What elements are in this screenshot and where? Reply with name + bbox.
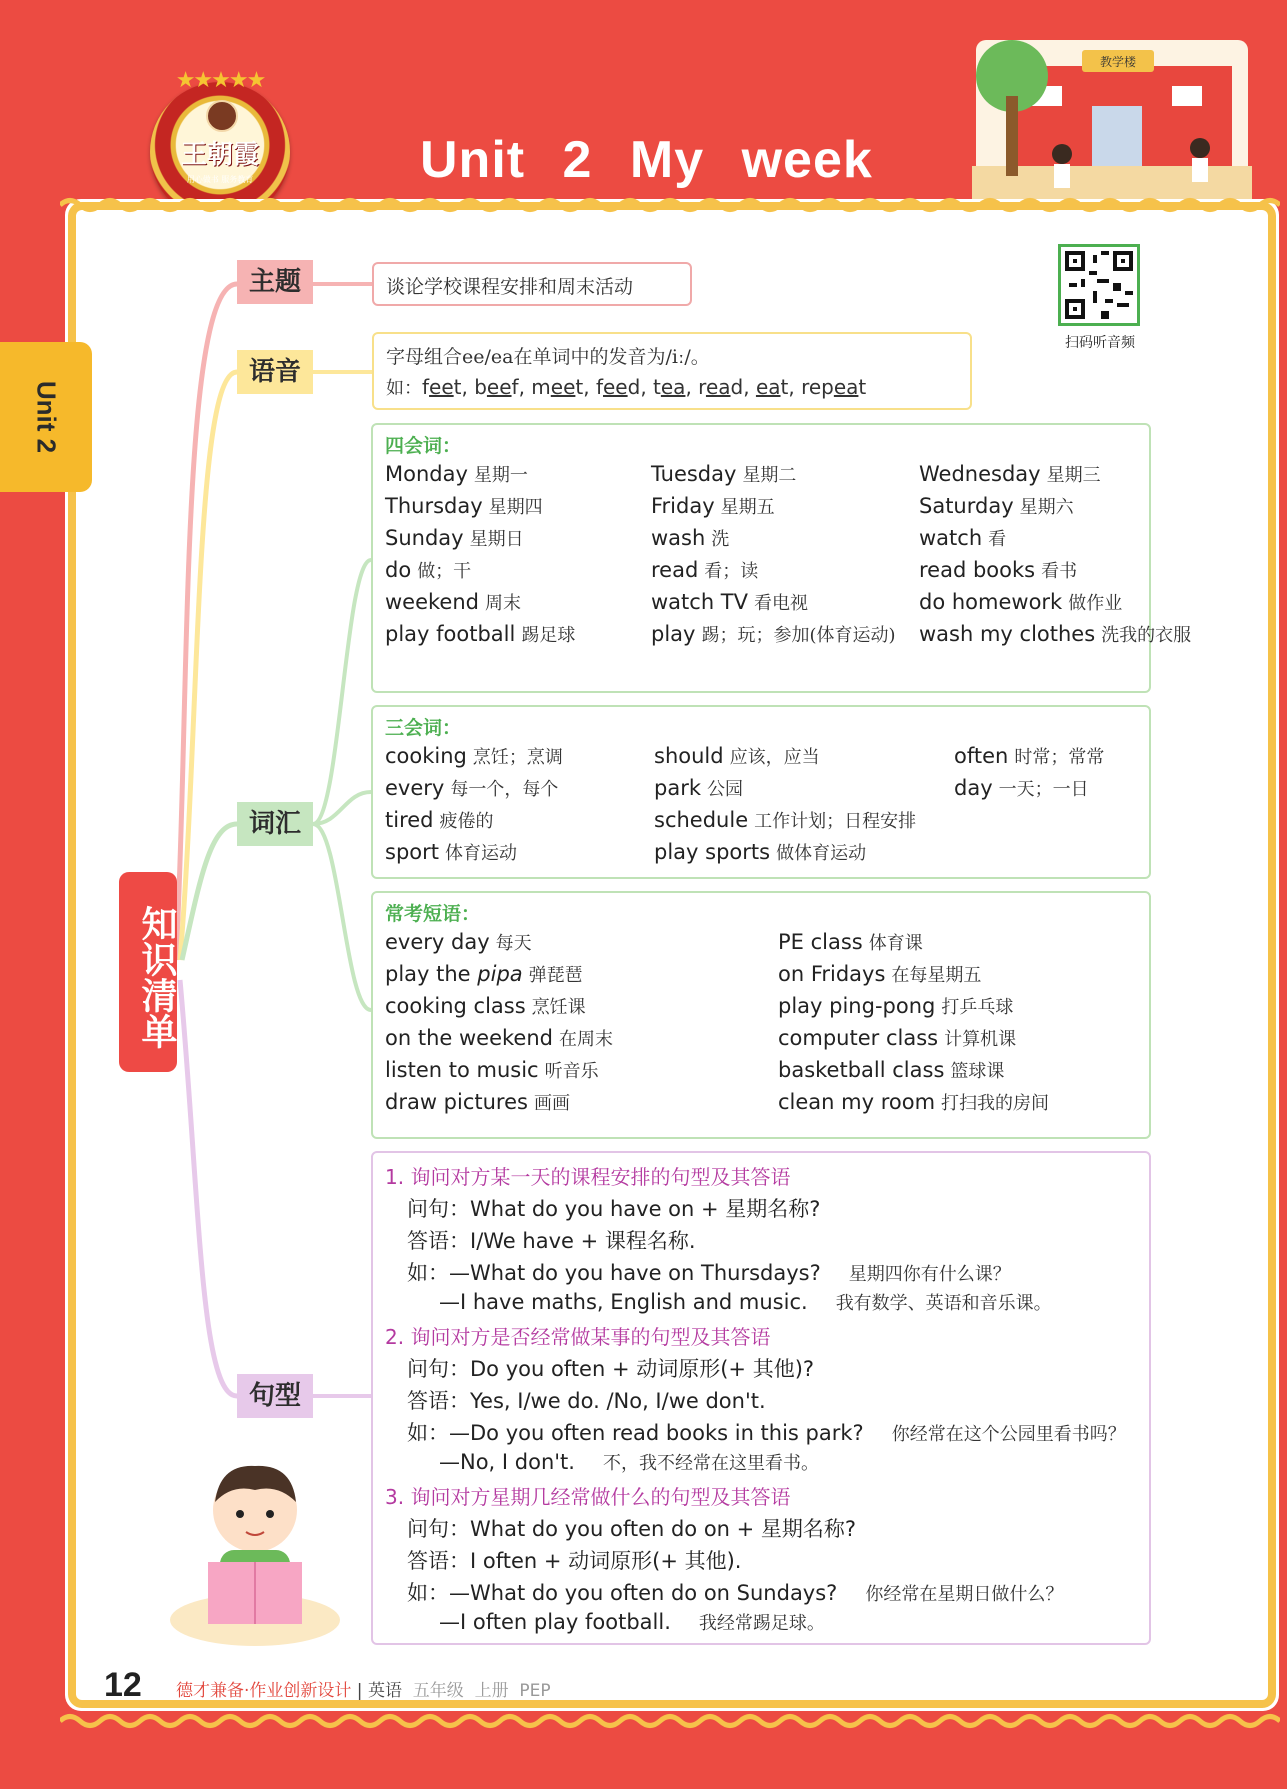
vocab-entry	[385, 525, 524, 551]
vocab-chinese: 在每星期五	[891, 965, 982, 986]
vocab-entry	[385, 557, 471, 583]
vocab-english: computer class	[778, 1026, 939, 1050]
sentence-example-answer	[439, 1609, 825, 1635]
vocab-entry	[385, 1025, 613, 1051]
phrases-box	[371, 891, 1151, 1139]
vocab-english: Friday	[651, 494, 715, 518]
vocab-entry	[651, 621, 896, 647]
phonics-word: read	[698, 375, 744, 399]
sentence-example-answer-chinese: 我经常踢足球。	[698, 1613, 825, 1634]
sentence-example-answer	[439, 1289, 1052, 1315]
sentence-example-answer-english: —No, I don't.	[439, 1450, 575, 1474]
sentence-question: 问句：What do you often do on + 星期名称?	[407, 1517, 857, 1541]
vocab-entry	[651, 461, 796, 487]
phonics-example-prefix: 如：	[386, 378, 422, 399]
vocab-english: watch	[919, 526, 983, 550]
vocab-chinese: 星期三	[1046, 465, 1101, 486]
vocab-chinese: 踢足球	[521, 625, 576, 646]
vocab-entry	[919, 557, 1077, 583]
qr-label: 扫码听音频	[1065, 335, 1135, 351]
vocab-chinese: 做；干	[417, 561, 472, 582]
vocab-entry	[654, 743, 820, 769]
vocab-chinese: 星期四	[488, 497, 543, 518]
vocab-english: listen to music	[385, 1058, 539, 1082]
vocab-english: should	[654, 744, 724, 768]
vocab-english: often	[954, 744, 1009, 768]
vocab-english: draw pictures	[385, 1090, 528, 1114]
vocab-entry	[385, 775, 558, 801]
sentence-example-answer-chinese: 我有数学、英语和音乐课。	[835, 1293, 1052, 1314]
phonics-word-list: feet, beef, meet, feed, tea, read, eat, repeat	[422, 375, 867, 399]
vocab-entry	[654, 775, 743, 801]
sentence-answer: 答语：I often + 动词原形(+ 其他).	[407, 1549, 742, 1573]
sentence-question: 问句：Do you often + 动词原形(+ 其他)?	[407, 1357, 815, 1381]
vocab-english: on Fridays	[778, 962, 886, 986]
vocab-english: Monday	[385, 462, 468, 486]
qr-pattern-icon	[1061, 247, 1137, 323]
vocab-chinese: 烹饪；烹调	[472, 747, 563, 768]
vocab-entry	[778, 929, 923, 955]
vocab-chinese: 每天	[495, 933, 532, 954]
vocab-entry	[385, 1089, 570, 1115]
vocab-entry	[651, 557, 758, 583]
four-skill-heading: 四会词：	[385, 435, 462, 457]
vocab-chinese: 星期日	[469, 529, 524, 550]
sentence-example-question-english: 如：—What do you often do on Sundays?	[407, 1581, 838, 1605]
vocab-entry	[778, 993, 1013, 1019]
vocab-english: every	[385, 776, 445, 800]
vocab-entry	[385, 839, 517, 865]
vocab-english: clean my room	[778, 1090, 936, 1114]
logo-slogan: 用心做书 服务教育	[186, 175, 254, 184]
sentence-example-question	[407, 1257, 1011, 1287]
vocab-chinese: 体育运动	[445, 843, 517, 864]
vocab-chinese: 一天；一日	[998, 779, 1089, 800]
phonics-word: meet	[531, 375, 584, 399]
sentence-example-answer-chinese: 不，我不经常在这里看书。	[602, 1453, 819, 1474]
branch-sentences: 句型	[237, 1374, 313, 1418]
phrases-heading: 常考短语：	[385, 903, 481, 925]
phonics-box	[372, 332, 972, 410]
vocab-english: day	[954, 776, 993, 800]
vocab-english: every day	[385, 930, 490, 954]
vocab-entry	[778, 961, 981, 987]
vocab-entry	[385, 961, 583, 987]
vocab-entry	[954, 743, 1104, 769]
vocab-entry	[919, 589, 1122, 615]
sentence-pattern-title: 2. 询问对方是否经常做某事的句型及其答语	[385, 1325, 771, 1349]
sentence-example-answer-english: —I have maths, English and music.	[439, 1290, 808, 1314]
vocab-english: weekend	[385, 590, 479, 614]
vocab-chinese: 公园	[707, 779, 743, 800]
vocab-entry	[385, 461, 528, 487]
sentence-answer: 答语：I/We have + 课程名称.	[407, 1229, 696, 1253]
vocab-english: read	[651, 558, 699, 582]
vocab-english: PE class	[778, 930, 863, 954]
phonics-word: tea	[653, 375, 686, 399]
vocab-chinese: 星期五	[720, 497, 775, 518]
central-topic-label: 知识清单	[136, 905, 177, 1049]
footer-edition: PEP	[519, 1681, 551, 1701]
vocab-entry	[654, 839, 866, 865]
vocab-chinese: 做体育运动	[776, 843, 867, 864]
vocab-entry	[385, 743, 563, 769]
vocab-chinese: 做作业	[1068, 593, 1123, 614]
vocab-chinese: 星期六	[1019, 497, 1074, 518]
vocab-chinese: 在周末	[558, 1029, 613, 1050]
vocab-chinese: 星期二	[742, 465, 797, 486]
vocab-entry	[385, 1057, 599, 1083]
logo-stars: ★★★★★	[175, 68, 265, 93]
footer-series-name: 德才兼备·作业创新设计	[176, 1681, 352, 1701]
page-title: Unit 2 My week	[420, 131, 873, 189]
sentence-example-question	[407, 1577, 1063, 1607]
sentence-example-answer-english: —I often play football.	[439, 1610, 671, 1634]
vocab-english: Sunday	[385, 526, 464, 550]
vocab-entry	[919, 525, 1006, 551]
vocab-english: watch TV	[651, 590, 749, 614]
vocab-entry	[385, 929, 532, 955]
vocab-entry	[385, 993, 586, 1019]
vocab-english: play sports	[654, 840, 771, 864]
branch-phonics: 语音	[237, 350, 313, 394]
vocab-english: Thursday	[385, 494, 483, 518]
phonics-word: eat	[755, 375, 789, 399]
phonics-examples	[386, 372, 958, 404]
vocab-entry	[778, 1025, 1016, 1051]
vocab-english: sport	[385, 840, 439, 864]
sentence-example-question-chinese: 你经常在这个公园里看书吗？	[891, 1424, 1126, 1445]
vocab-english: wash my clothes	[919, 622, 1096, 646]
footer-term: 上册	[474, 1681, 509, 1701]
sentence-pattern-title: 3. 询问对方星期几经常做什么的句型及其答语	[385, 1485, 791, 1509]
vocab-chinese: 周末	[485, 593, 521, 614]
footer-subject: 英语	[367, 1681, 402, 1701]
vocab-chinese: 打乒乓球	[941, 997, 1014, 1018]
vocab-chinese: 烹饪课	[531, 997, 586, 1018]
logo-brand-text: 王朝霞	[180, 140, 259, 170]
school-sign: 教学楼	[1099, 55, 1137, 69]
qr-code[interactable]	[1058, 244, 1140, 326]
vocab-english: basketball class	[778, 1058, 945, 1082]
vocab-chinese: 洗我的衣服	[1101, 625, 1192, 646]
vocab-english: Saturday	[919, 494, 1014, 518]
phonics-rule: 字母组合ee/ea在单词中的发音为/iː/。	[386, 346, 710, 368]
unit-tab-label: Unit 2	[31, 380, 62, 454]
phonics-word: feed	[595, 375, 641, 399]
page-number: 12	[104, 1666, 142, 1704]
three-skill-heading: 三会词：	[385, 717, 462, 739]
sentence-example-question-english: 如：—Do you often read books in this park?	[407, 1421, 864, 1445]
vocab-english: park	[654, 776, 701, 800]
boy-reading-illustration	[160, 1450, 350, 1650]
vocab-chinese: 体育课	[868, 933, 923, 954]
vocab-english: cooking class	[385, 994, 526, 1018]
sentence-example-question-english: 如：—What do you have on Thursdays?	[407, 1261, 821, 1285]
sentence-example-answer	[439, 1449, 819, 1475]
vocab-entry	[919, 621, 1191, 647]
sentence-question: 问句：What do you have on + 星期名称?	[407, 1197, 821, 1221]
vocab-english: wash	[651, 526, 706, 550]
three-skill-words-box	[371, 705, 1151, 879]
wavy-border-bottom	[60, 1712, 1280, 1730]
phonics-word: beef	[474, 375, 519, 399]
vocab-chinese: 应该，应当	[729, 747, 820, 768]
vocab-english: do	[385, 558, 412, 582]
vocab-chinese: 弹琵琶	[528, 965, 583, 986]
vocab-chinese: 计算机课	[944, 1029, 1017, 1050]
vocab-english: play the	[385, 962, 478, 986]
footer-series: 德才兼备·作业创新设计 | 英语 五年级 上册 PEP	[176, 1681, 551, 1701]
vocab-entry	[651, 493, 775, 519]
vocab-chinese: 篮球课	[950, 1061, 1005, 1082]
vocab-entry	[919, 461, 1101, 487]
vocab-entry	[385, 589, 521, 615]
vocab-english: Wednesday	[919, 462, 1041, 486]
theme-box: 谈论学校课程安排和周末活动	[372, 262, 692, 306]
sentence-patterns-box	[371, 1151, 1151, 1645]
vocab-english: schedule	[654, 808, 749, 832]
vocab-entry	[385, 807, 494, 833]
phonics-word: repeat	[801, 375, 867, 399]
vocab-english: tired	[385, 808, 434, 832]
vocab-english-italic: pipa	[477, 962, 523, 986]
vocab-english: play	[651, 622, 696, 646]
vocab-chinese: 每一个，每个	[450, 779, 559, 800]
vocab-chinese: 画画	[533, 1093, 570, 1114]
sentence-answer: 答语：Yes, I/we do. /No, I/we don't.	[407, 1389, 766, 1413]
vocab-entry	[778, 1057, 1004, 1083]
sentence-example-question-chinese: 你经常在星期日做什么？	[865, 1584, 1064, 1605]
four-skill-words-box	[371, 423, 1192, 693]
vocab-english: do homework	[919, 590, 1063, 614]
vocab-english: on the weekend	[385, 1026, 553, 1050]
central-topic	[119, 872, 177, 1072]
vocab-chinese: 看	[988, 529, 1007, 550]
vocab-english: read books	[919, 558, 1036, 582]
phonics-word: feet	[422, 375, 462, 399]
vocab-chinese: 看电视	[754, 593, 809, 614]
vocab-entry	[954, 775, 1089, 801]
vocab-chinese: 看；读	[704, 561, 759, 582]
vocab-entry	[651, 525, 729, 551]
vocab-chinese: 打扫我的房间	[941, 1093, 1050, 1114]
branch-theme: 主题	[237, 260, 313, 304]
vocab-entry	[654, 807, 916, 833]
vocab-chinese: 洗	[711, 529, 730, 550]
vocab-entry	[385, 621, 575, 647]
vocab-chinese: 时常；常常	[1014, 747, 1105, 768]
vocab-chinese: 星期一	[473, 465, 528, 486]
vocab-entry	[651, 589, 808, 615]
vocab-english: Tuesday	[651, 462, 737, 486]
vocab-chinese: 工作计划；日程安排	[754, 811, 917, 832]
vocab-entry	[778, 1089, 1049, 1115]
sentence-example-question	[407, 1417, 1126, 1447]
vocab-english: cooking	[385, 744, 467, 768]
vocab-entry	[919, 493, 1074, 519]
vocab-entry	[385, 493, 543, 519]
vocab-english: play ping-pong	[778, 994, 936, 1018]
sentence-example-question-chinese: 星期四你有什么课？	[848, 1264, 1011, 1285]
vocab-chinese: 踢；玩；参加(体育运动)	[701, 625, 896, 646]
vocab-chinese: 听音乐	[544, 1061, 599, 1082]
vocab-english: play football	[385, 622, 516, 646]
vocab-chinese: 看书	[1041, 561, 1078, 582]
branch-vocabulary: 词汇	[237, 802, 313, 846]
sentence-pattern-title: 1. 询问对方某一天的课程安排的句型及其答语	[385, 1165, 791, 1189]
footer-grade: 五年级	[412, 1681, 464, 1701]
vocab-chinese: 疲倦的	[439, 811, 494, 832]
